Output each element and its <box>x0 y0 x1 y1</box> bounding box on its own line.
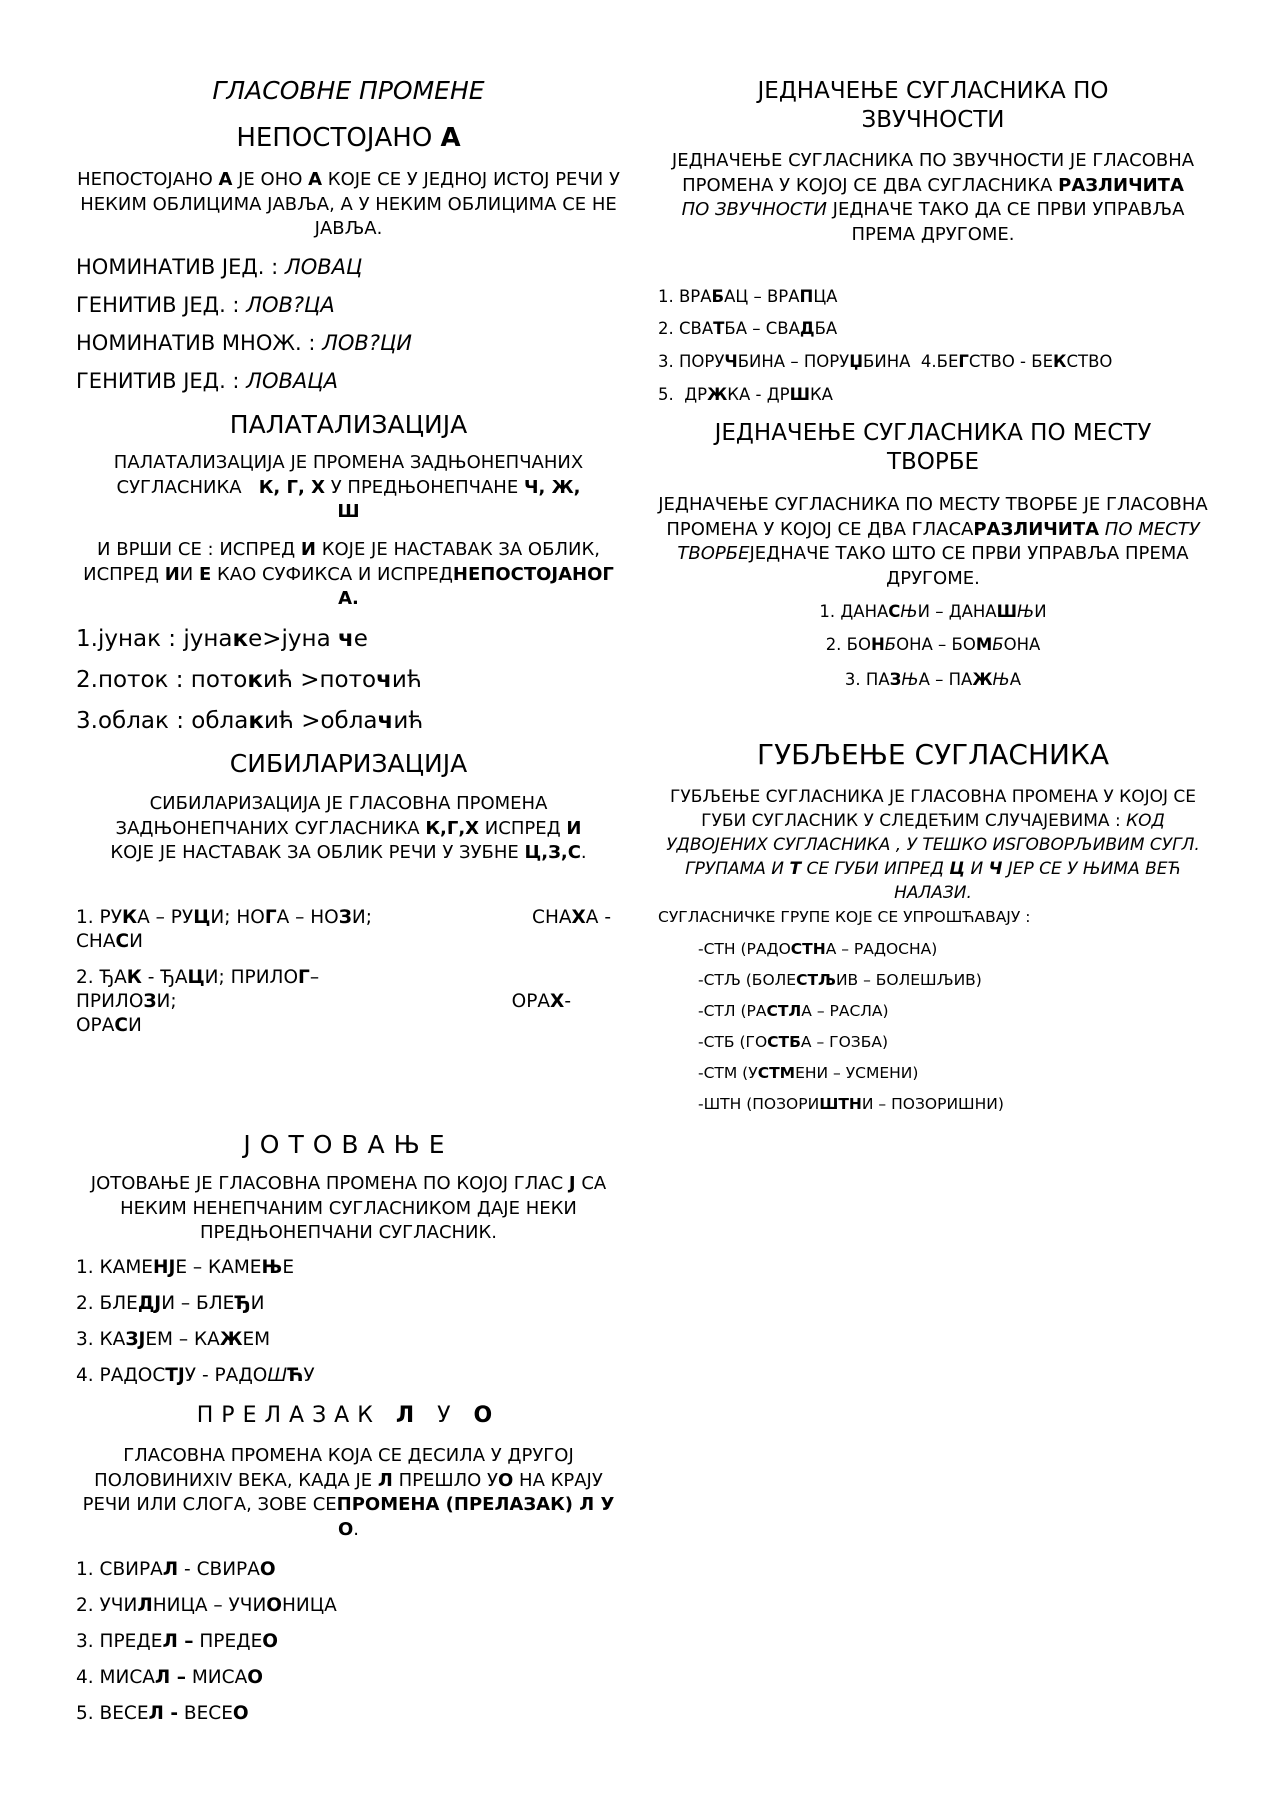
zvucnost-example: 1. ВРАБАЦ – ВРАПЦА <box>658 287 838 306</box>
jotovanje-example: 2. БЛЕДЈИ – БЛЕЂИ <box>76 1293 265 1314</box>
form-row: НОМИНАТИВ ЈЕД. : ЛОВАЦ <box>76 255 363 279</box>
heading-jotovanje: ЈОТОВАЊЕ <box>243 1130 454 1159</box>
mesto-example: 3. ПАЗЊА – ПАЖЊА <box>844 670 1022 689</box>
prelazak-definition: ГЛАСОВНА ПРОМЕНА КОЈА СЕ ДЕСИЛА У ДРУГОЈ ПОЛОВИНИХIV ВЕКА, КАДА ЈЕ Л ПРЕШЛО УО НА КРАЈУ РЕЧИ ИЛИ СЛОГА, ЗОВЕ СЕПРОМЕНА (ПРЕЛАЗАК) Л У О. <box>82 1445 615 1540</box>
heading-palatalizacija: ПАЛАТАЛИЗАЦИЈА <box>229 410 468 439</box>
palatalizacija-example: 2.поток : потокић >поточић <box>76 667 422 693</box>
sibilarizacija-definition: СИБИЛАРИЗАЦИЈА ЈЕ ГЛАСОВНА ПРОМЕНА ЗАДЊОНЕПЧАНИХ СУГЛАСНИКА К,Г,Х ИСПРЕД И КОЈЕ ЈЕ НАСТАВАК ЗА ОБЛИК РЕЧИ У ЗУБНЕ Ц,З,С. <box>110 793 588 863</box>
heading-sibilarizacija: СИБИЛАРИЗАЦИЈА <box>229 749 468 778</box>
prelazak-example: 5. ВЕСЕЛ - ВЕСЕО <box>76 1703 249 1724</box>
groups-label: СУГЛАСНИЧКЕ ГРУПЕ КОЈЕ СЕ УПРОШЋАВАЈУ : <box>658 908 1031 926</box>
consonant-group: -СТЛ (РАСТЛА – РАСЛА) <box>698 1002 889 1020</box>
consonant-group: -СТМ (УСТМЕНИ – УСМЕНИ) <box>698 1064 919 1082</box>
document-title: ГЛАСОВНЕ ПРОМЕНЕ <box>212 76 485 105</box>
prelazak-example: 1. СВИРАЛ - СВИРАО <box>76 1559 276 1580</box>
heading-prelazak-l-u-o: ПРЕЛАЗАК Л У О <box>196 1403 501 1428</box>
prelazak-example: 4. МИСАЛ – МИСАО <box>76 1667 263 1688</box>
heading-gubljenje: ГУБЉЕЊЕ СУГЛАСНИКА <box>757 738 1109 771</box>
palatalizacija-definition: ПАЛАТАЛИЗАЦИЈА ЈЕ ПРОМЕНА ЗАДЊОНЕПЧАНИХ СУГЛАСНИКА К, Г, Х У ПРЕДЊОНЕПЧАНЕ Ч, Ж, Ш <box>113 452 589 522</box>
mesto-definition: ЈЕДНАЧЕЊЕ СУГЛАСНИКА ПО МЕСТУ ТВОРБЕ ЈЕ ГЛАСОВНА ПРОМЕНА У КОЈОЈ СЕ ДВА ГЛАСАРАЗЛИЧИТА ПО МЕСТУ ТВОРБЕЈЕДНАЧЕ ТАКО ШТО СЕ ПРВИ УПРАВЉА ПРЕМА ДРУГОМЕ. <box>658 494 1214 589</box>
gubljenje-definition: ГУБЉЕЊЕ СУГЛАСНИКА ЈЕ ГЛАСОВНА ПРОМЕНА У КОЈОЈ СЕ ГУБИ СУГЛАСНИК У СЛЕДЕЋИМ СЛУЧАЈЕВИМА : КОД УДВОЈЕНИХ СУГЛАСНИКА , У ТЕШКО ИЅГОВОРЉИВИМ СУГЛ. ГРУПАМА И Т СЕ ГУБИ ИПРЕД Ц И Ч ЈЕР СЕ У ЊИМА ВЕЋ НАЛАЗИ. <box>666 787 1202 903</box>
prelazak-example: 2. УЧИЛНИЦА – УЧИОНИЦА <box>76 1595 337 1616</box>
jotovanje-example: 4. РАДОСТЈУ - РАДОШЋУ <box>76 1365 315 1386</box>
zvucnost-example: 3. ПОРУЧБИНА – ПОРУЏБИНА 4.БЕГСТВО - БЕКСТВО <box>658 352 1113 371</box>
consonant-group: -СТБ (ГОСТБА – ГОЗБА) <box>698 1033 889 1051</box>
form-row: ГЕНИТИВ ЈЕД. : ЛОВАЦА <box>76 369 338 393</box>
form-row: НОМИНАТИВ МНОЖ. : ЛОВ?ЦИ <box>76 331 412 355</box>
consonant-group: -СТН (РАДОСТНА – РАДОСНА) <box>698 940 938 958</box>
jotovanje-example: 3. КАЗЈЕМ – КАЖЕМ <box>76 1329 271 1350</box>
heading-nepostojano-a: НЕПОСТОЈАНО А <box>236 123 461 153</box>
consonant-group: -ШТН (ПОЗОРИШТНИ – ПОЗОРИШНИ) <box>698 1095 1004 1113</box>
palatalizacija-example: 1.јунак : јунаке>јуна че <box>76 626 368 652</box>
mesto-example: 1. ДАНАСЊИ – ДАНАШЊИ <box>819 602 1047 621</box>
zvucnost-example: 5. ДРЖКА - ДРШКА <box>658 385 833 404</box>
consonant-group: -СТЉ (БОЛЕСТЉИВ – БОЛЕШЉИВ) <box>698 971 982 989</box>
form-row: ГЕНИТИВ ЈЕД. : ЛОВ?ЦА <box>76 293 335 317</box>
palatalizacija-example: 3.облак : облакић >облачић <box>76 708 424 734</box>
palatalizacija-rule: И ВРШИ СЕ : ИСПРЕД И КОЈЕ ЈЕ НАСТАВАК ЗА ОБЛИК, ИСПРЕД ИИ Е КАО СУФИКСА И ИСПРЕДНЕПОСТОЈАНОГ А. <box>83 539 614 609</box>
sibilarizacija-example-1: 1. РУКА – РУЦИ; НОГА – НОЗИ; СНАХА - СНАСИ <box>76 907 611 952</box>
jotovanje-example: 1. КАМЕНЈЕ – КАМЕЊЕ <box>76 1257 295 1278</box>
mesto-example: 2. БОНБОНА – БОМБОНА <box>825 635 1041 654</box>
zvucnost-example: 2. СВАТБА – СВАДБА <box>658 319 838 338</box>
zvucnost-definition: ЈЕДНАЧЕЊЕ СУГЛАСНИКА ПО ЗВУЧНОСТИ ЈЕ ГЛАСОВНА ПРОМЕНА У КОЈОЈ СЕ ДВА СУГЛАСНИКА РАЗЛИЧИТА ПО ЗВУЧНОСТИ ЈЕДНАЧЕ ТАКО ДА СЕ ПРВИ УПРАВЉА ПРЕМА ДРУГОМЕ. <box>671 150 1200 245</box>
heading-jednacenje-mesto: ЈЕДНАЧЕЊЕ СУГЛАСНИКА ПО МЕСТУ ТВОРБЕ <box>714 420 1152 475</box>
nepostojano-definition: НЕПОСТОЈАНО А ЈЕ ОНО А КОЈЕ СЕ У ЈЕДНОЈ ИСТОЈ РЕЧИ У НЕКИМ ОБЛИЦИМА ЈАВЉА, А У НЕКИМ ОБЛИЦИМА СЕ НЕ ЈАВЉА. <box>77 169 626 239</box>
prelazak-example: 3. ПРЕДЕЛ – ПРЕДЕО <box>76 1631 279 1652</box>
sibilarizacija-example-2: 2. ЂАК - ЂАЦИ; ПРИЛОГ– ПРИЛОЗИ; ОРАХ- ОРАСИ <box>76 967 571 1036</box>
jotovanje-definition: ЈОТОВАЊЕ ЈЕ ГЛАСОВНА ПРОМЕНА ПО КОЈОЈ ГЛАС Ј СА НЕКИМ НЕНЕПЧАНИМ СУГЛАСНИКОМ ДАЈЕ НЕКИ ПРЕДЊОНЕПЧАНИ СУГЛАСНИК. <box>90 1173 612 1243</box>
heading-jednacenje-zvucnost: ЈЕДНАЧЕЊЕ СУГЛАСНИКА ПО ЗВУЧНОСТИ <box>757 78 1109 133</box>
